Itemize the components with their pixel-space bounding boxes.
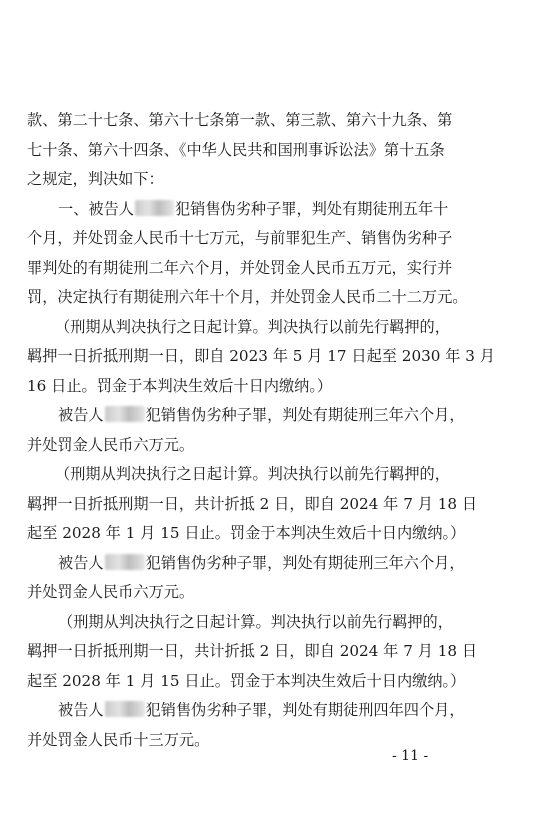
defendant-prefix: 一、被告人: [58, 200, 134, 218]
redacted-name: [105, 406, 145, 422]
term-note-3-line-2: 羁押一日折抵刑期一日，共计折抵 2 日，即自 2024 年 7 月 18 日: [27, 642, 478, 660]
verdict-item-2-line-1: [58, 401, 527, 429]
verdict-text: 犯销售伪劣种子罪，判处有期徒刑四年四个月，: [145, 701, 465, 719]
body-line-12: 并处罚金人民币六万元。: [27, 436, 195, 454]
defendant-prefix: 被告人: [58, 406, 104, 424]
defendant-prefix: 被告人: [58, 701, 104, 719]
redacted-name: [105, 701, 145, 717]
term-note-1-line-2: 羁押一日折抵刑期一日，即自 2023 年 5 月 17 日起至 2030 年 3 月: [27, 347, 495, 365]
verdict-item-1-line-1: [58, 195, 527, 223]
body-line-5: 个月，并处罚金人民币十七万元，与前罪犯生产、销售伪劣种子: [27, 229, 453, 247]
body-line-3: 之规定，判决如下：: [27, 170, 164, 188]
redacted-name: [135, 200, 174, 216]
body-line-6: 罪判处的有期徒刑二年六个月，并处罚金人民币五万元，实行并: [27, 259, 453, 277]
verdict-text: 犯销售伪劣种子罪，判处有期徒刑五年十: [174, 200, 449, 218]
term-note-3-line-1: （刑期从判决执行之日起计算。判决执行以前先行羁押的，: [58, 613, 453, 631]
verdict-text: 犯销售伪劣种子罪，判处有期徒刑三年六个月，: [145, 406, 465, 424]
term-note-2-line-2: 羁押一日折抵刑期一日，共计折抵 2 日，即自 2024 年 7 月 18 日: [27, 495, 478, 513]
term-note-2-line-1: （刑期从判决执行之日起计算。判决执行以前先行羁押的，: [55, 465, 450, 483]
body-line-17: 并处罚金人民币六万元。: [27, 583, 195, 601]
verdict-item-3-line-1: [58, 549, 527, 577]
redacted-name: [105, 554, 145, 570]
body-line-1: 款、第二十七条、第六十七条第一款、第三款、第六十九条、第: [27, 111, 453, 129]
verdict-item-4-line-1: [58, 696, 527, 724]
body-line-2: 七十条、第六十四条、《中华人民共和国刑事诉讼法》第十五条: [27, 141, 445, 159]
verdict-text: 犯销售伪劣种子罪，判处有期徒刑三年六个月，: [145, 554, 465, 572]
page-number: - 11 -: [392, 748, 429, 764]
term-note-2-line-3: 起至 2028 年 1 月 15 日止。罚金于本判决生效后十日内缴纳。）: [27, 524, 466, 542]
term-note-3-line-3: 起至 2028 年 1 月 15 日止。罚金于本判决生效后十日内缴纳。）: [27, 672, 466, 690]
body-line-22: 并处罚金人民币十三万元。: [27, 731, 210, 749]
body-line-7: 罚，决定执行有期徒刑六年十个月，并处罚金人民币二十二万元。: [27, 288, 468, 306]
defendant-prefix: 被告人: [58, 554, 104, 572]
term-note-1-line-1: （刑期从判决执行之日起计算。判决执行以前先行羁押的，: [55, 318, 450, 336]
term-note-1-line-3: 16 日止。罚金于本判决生效后十日内缴纳。）: [27, 377, 333, 395]
